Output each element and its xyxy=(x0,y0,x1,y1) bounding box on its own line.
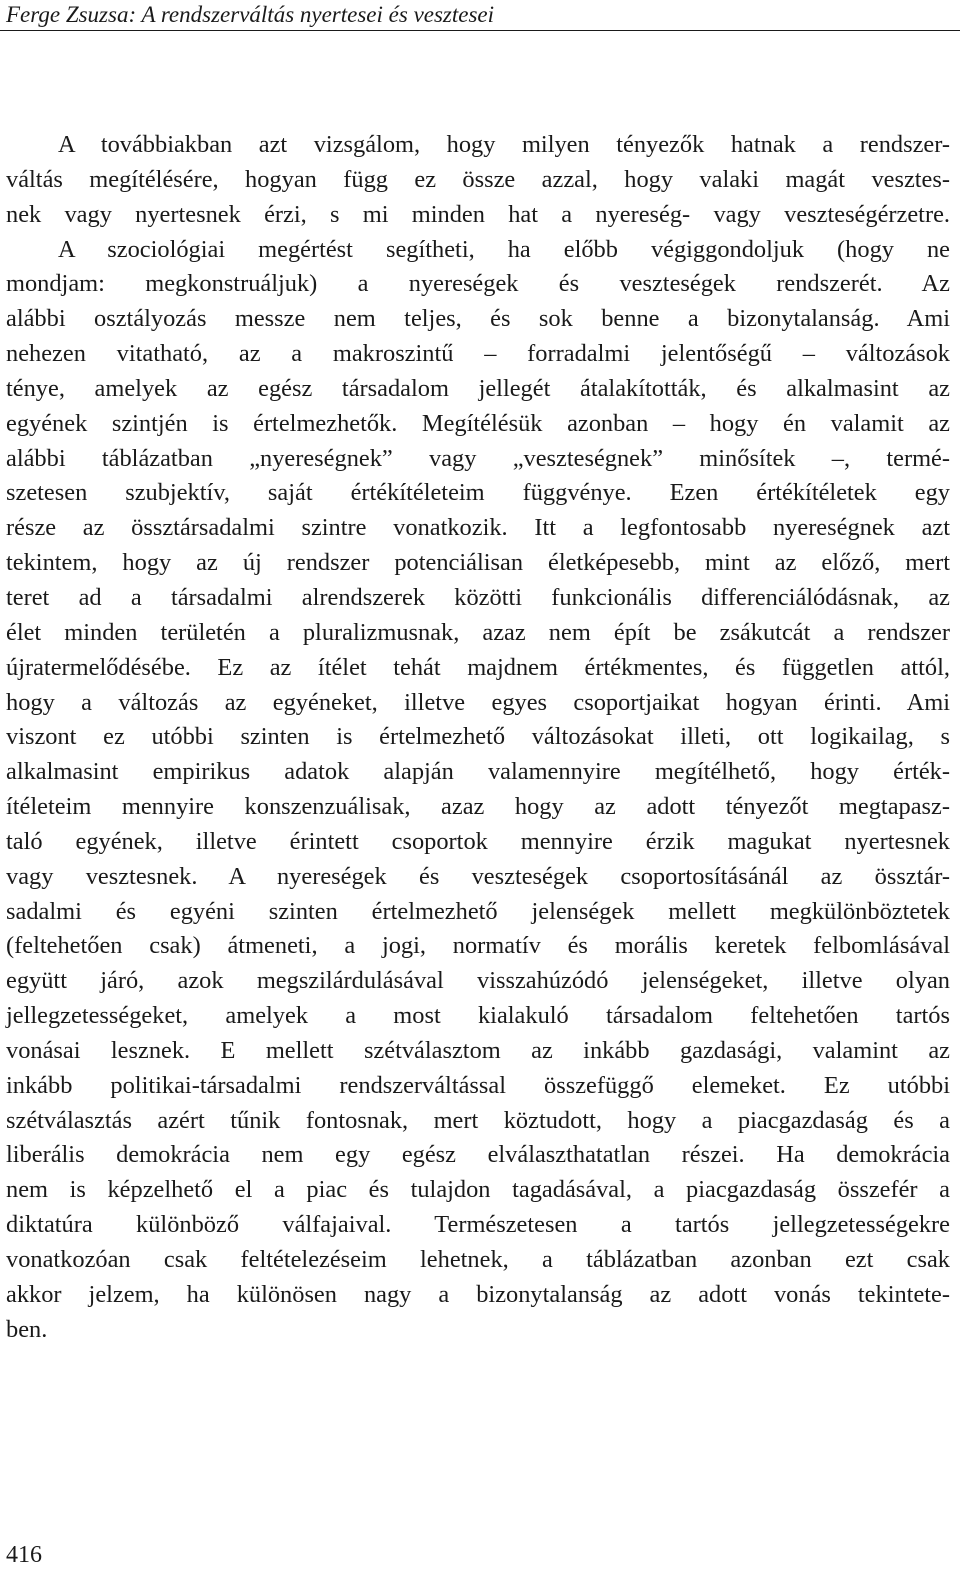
text-line: jellegzetességeket, amelyek a most kialakuló társadalom feltehetően tartós xyxy=(6,1002,950,1030)
body-paragraph xyxy=(6,128,950,1348)
text-line: A továbbiakban azt vizsgálom, hogy milyen tényezők hatnak a rendszer- xyxy=(58,131,950,158)
text-line: (feltehetően csak) átmeneti, a jogi, normatív és morális keretek felbomlásával xyxy=(6,932,950,960)
text-line: teret ad a társadalmi alrendszerek közötti funkcionális differenciálódásnak, az xyxy=(6,583,950,611)
text-line: viszont ez utóbbi szinten is értelmezhető változásokat illeti, ott logikailag, s xyxy=(6,723,950,751)
text-line: diktatúra különböző válfajaival. Természetesen a tartós jellegzetességekre xyxy=(6,1211,950,1239)
running-header: Ferge Zsuzsa: A rendszerváltás nyertesei és vesztesei xyxy=(6,2,495,27)
text-line: váltás megítélésére, hogyan függ ez össze azzal, hogy valaki magát vesztes- xyxy=(6,165,950,193)
text-line: ben. xyxy=(6,1315,48,1343)
text-line: vonatkozóan csak feltételezéseim lehetnek, a táblázatban azonban ezt csak xyxy=(6,1246,950,1273)
text-line: ítéleteim mennyire konszenzuálisak, azaz hogy az adott tényezőt megtapasz- xyxy=(6,793,950,821)
header-divider xyxy=(0,30,960,31)
text-line: akkor jelzem, ha különösen nagy a bizonytalanság az adott vonás tekintete- xyxy=(6,1280,950,1308)
text-line: hogy a változás az egyéneket, illetve egyes csoportjaikat hogyan érinti. Ami xyxy=(6,688,950,716)
page-number: 416 xyxy=(6,1542,42,1568)
text-line: nek vagy nyertesnek érzi, s mi minden hat a nyereség- vagy veszteségérzetre. xyxy=(6,200,950,228)
text-line: szetesen szubjektív, saját értékítéleteim függvénye. Ezen értékítéletek egy xyxy=(6,479,950,507)
text-line: sadalmi és egyéni szinten értelmezhető jelenségek mellett megkülönböztetek xyxy=(6,897,950,925)
text-line: újratermelődésébe. Ez az ítélet tehát majdnem értékmentes, és független attól, xyxy=(6,653,950,681)
text-line: alkalmasint empirikus adatok alapján valamennyire megítélhető, hogy érték- xyxy=(6,758,950,786)
text-line: taló egyének, illetve érintett csoportok mennyire érzik magukat nyertesnek xyxy=(6,827,950,855)
text-line: vonásai lesznek. E mellett szétválasztom az inkább gazdasági, valamint az xyxy=(6,1036,950,1064)
text-line: inkább politikai-társadalmi rendszerváltással összefüggő elemeket. Ez utóbbi xyxy=(6,1071,950,1099)
text-line: élet minden területén a pluralizmusnak, azaz nem épít be zsákutcát a rendszer xyxy=(6,618,950,646)
text-line: alábbi osztályozás messze nem teljes, és sok benne a bizonytalanság. Ami xyxy=(6,305,950,333)
text-line: A szociológiai megértést segítheti, ha előbb végiggondoljuk (hogy ne xyxy=(58,235,950,263)
text-line: nehezen vitatható, az a makroszintű – forradalmi jelentőségű – változások xyxy=(6,340,950,368)
text-line: része az össztársadalmi szintre vonatkozik. Itt a legfontosabb nyereségnek azt xyxy=(6,514,950,542)
text-line: mondjam: megkonstruáljuk) a nyereségek és veszteségek rendszerét. Az xyxy=(6,270,950,298)
text-line: nem is képzelhető el a piac és tulajdon tagadásával, a piacgazdaság összefér a xyxy=(6,1176,950,1204)
text-line: együtt járó, azok megszilárdulásával visszahúzódó jelenségeket, illetve olyan xyxy=(6,967,950,995)
text-line: alábbi táblázatban „nyereségnek” vagy „veszteségnek” minősítek –, termé- xyxy=(6,444,950,472)
text-line: vagy vesztesnek. A nyereségek és veszteségek csoportosításánál az össztár- xyxy=(6,862,950,890)
text-line: tekintem, hogy az új rendszer potenciálisan életképesebb, mint az előző, mert xyxy=(6,549,950,577)
text-line: egyének szintjén is értelmezhetők. Megítélésük azonban – hogy én valamit az xyxy=(6,409,950,437)
text-line: szétválasztás azért tűnik fontosnak, mert köztudott, hogy a piacgazdaság és a xyxy=(6,1106,950,1134)
text-line: ténye, amelyek az egész társadalom jellegét átalakították, és alkalmasint az xyxy=(6,374,950,402)
text-line: liberális demokrácia nem egy egész elválaszthatatlan részei. Ha demokrácia xyxy=(6,1141,950,1169)
